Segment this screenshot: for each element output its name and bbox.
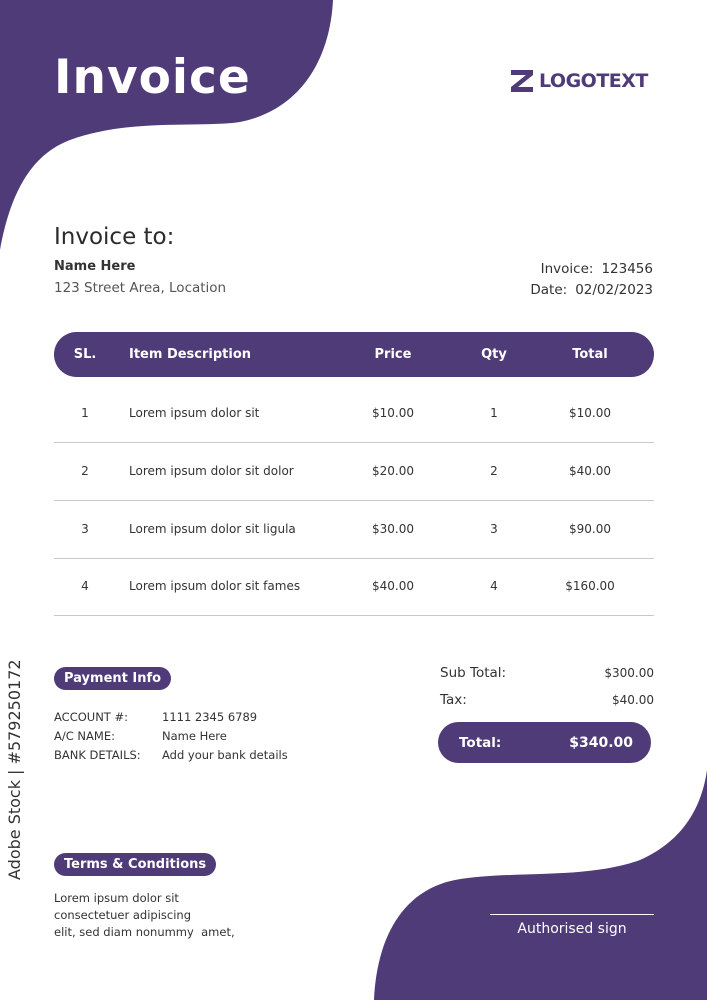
row-price: $40.00 <box>372 579 414 593</box>
row-sl: 3 <box>81 522 89 536</box>
terms-text <box>54 890 235 941</box>
subtotal-row <box>440 665 654 681</box>
row-description: Lorem ipsum dolor sit fames <box>129 579 301 593</box>
header-qty: Qty <box>481 347 507 362</box>
bottom-right-wave-shape <box>374 770 707 1000</box>
top-left-wave-shape <box>0 0 333 250</box>
row-price: $10.00 <box>372 406 414 420</box>
row-qty: 1 <box>490 406 498 420</box>
header-sl: SL. <box>73 347 97 362</box>
row-total: $90.00 <box>569 522 611 536</box>
bank-details: Add your bank details <box>162 748 288 762</box>
account-name-line <box>54 727 288 746</box>
row-description: Lorem ipsum dolor sit ligula <box>129 522 296 536</box>
row-sl: 2 <box>81 464 89 478</box>
account-name-label: A/C NAME: <box>54 729 115 743</box>
header-price: Price <box>374 347 412 362</box>
tax-label: Tax: <box>440 692 467 708</box>
table-row <box>54 442 654 501</box>
row-qty: 4 <box>490 579 498 593</box>
account-number: 1111 2345 6789 <box>162 710 258 724</box>
bank-details-line <box>54 746 288 765</box>
row-total: $10.00 <box>569 406 611 420</box>
invoice-title: Invoice <box>54 50 251 105</box>
row-description: Lorem ipsum dolor sit <box>129 406 260 420</box>
tax-row <box>440 692 654 708</box>
account-number-label: ACCOUNT #: <box>54 710 128 724</box>
table-row <box>54 557 654 616</box>
header-description: Item Description <box>129 347 252 362</box>
terms-line: elit, sed diam nonummy amet, <box>54 925 235 939</box>
total-label: Total: <box>459 734 502 751</box>
row-total: $160.00 <box>565 579 615 593</box>
signature-line <box>490 914 654 915</box>
invoice-date: 02/02/2023 <box>575 282 653 298</box>
invoice-number-line <box>530 259 653 280</box>
client-address: 123 Street Area, Location <box>54 280 227 296</box>
client-name: Name Here <box>54 259 136 274</box>
payment-details <box>54 708 288 765</box>
subtotal-label: Sub Total: <box>440 665 507 681</box>
terms-line: Lorem ipsum dolor sit <box>54 891 179 905</box>
row-sl: 1 <box>81 406 89 420</box>
payment-info-heading: Payment Info <box>54 667 171 690</box>
row-description: Lorem ipsum dolor sit dolor <box>129 464 294 478</box>
table-row <box>54 500 654 559</box>
z-logo-icon <box>511 70 533 92</box>
invoice-date-line <box>530 280 653 301</box>
account-number-line <box>54 708 288 727</box>
invoice-meta <box>530 259 653 301</box>
grand-total-box <box>438 722 651 763</box>
row-price: $20.00 <box>372 464 414 478</box>
subtotal-value: $300.00 <box>604 666 654 680</box>
row-qty: 3 <box>490 522 498 536</box>
header-total: Total <box>572 347 608 362</box>
row-sl: 4 <box>81 579 89 593</box>
row-price: $30.00 <box>372 522 414 536</box>
account-name: Name Here <box>162 729 227 743</box>
invoice-number-label: Invoice: <box>540 261 594 277</box>
total-value: $340.00 <box>569 734 633 751</box>
logo <box>511 70 648 92</box>
tax-value: $40.00 <box>612 693 654 707</box>
invoice-to-heading: Invoice to: <box>54 224 175 250</box>
bank-details-label: BANK DETAILS: <box>54 748 141 762</box>
invoice-date-label: Date: <box>530 282 568 298</box>
logo-text: LOGOTEXT <box>539 70 648 92</box>
invoice-number: 123456 <box>601 261 653 277</box>
stock-id-label: Adobe Stock | #579250172 <box>5 659 24 880</box>
signature-label: Authorised sign <box>517 921 627 937</box>
terms-line: consectetuer adipiscing <box>54 908 192 922</box>
row-total: $40.00 <box>569 464 611 478</box>
table-header <box>54 332 654 377</box>
table-row <box>54 384 654 443</box>
row-qty: 2 <box>490 464 498 478</box>
terms-heading: Terms & Conditions <box>54 853 216 876</box>
